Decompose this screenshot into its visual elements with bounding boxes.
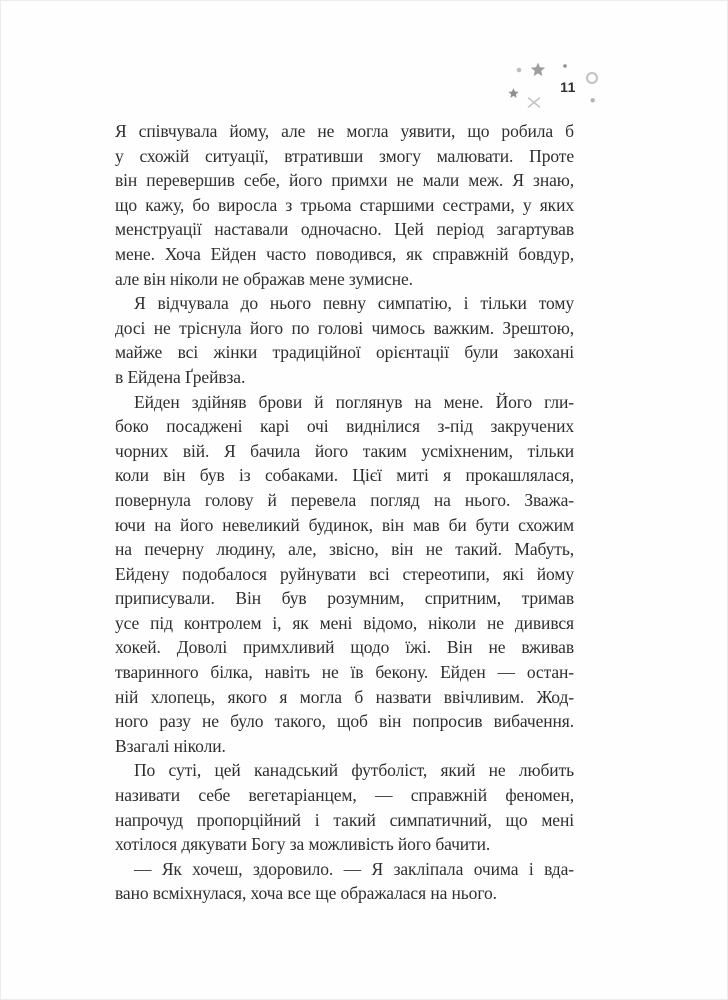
body-text [115,119,574,906]
text-line: Взагалі ніколи. [115,735,226,756]
text-line: в Ейдена Ґрейвза. [115,366,246,387]
paragraph [115,390,574,759]
star-icon [531,63,545,77]
text-line: ючи на його невеликий будинок, він мав би бути схожим [115,514,574,535]
text-line: По суті, цей канадський футболіст, який не любить [134,760,574,781]
text-line: вано всміхнулася, хоча все ще ображалася на нього. [115,883,497,904]
dot-icon [563,64,567,68]
paragraph [115,119,574,291]
text-line: він перевершив себе, його примхи не мали меж. Я знаю, [115,170,574,191]
text-line: називати себе вегетаріанцем, — справжній феномен, [115,785,574,806]
text-line: майже всі жінки традиційної орієнтації були закохані [115,342,574,363]
paragraph [115,291,574,389]
text-line: Я відчувала до нього певну симпатію, і тільки тому [134,293,574,314]
text-line: приписували. Він був розумним, спритним, тримав [115,588,574,609]
text-line: коли він був із собаками. Цієї миті я прокашлялася, [115,465,574,486]
sparkle-icon [529,98,540,107]
text-line: менструації наставали одночасно. Цей період загартував [115,219,574,240]
text-line: Ейдену подобалося руйнувати всі стереотипи, які йому [115,563,574,584]
text-line: тваринного білка, навіть не їв бекону. Ейден — остан- [115,662,574,683]
text-line: ного разу не було такого, щоб він попросив вибачення. [115,711,574,732]
text-line: але він ніколи не ображав мене зумисне. [115,268,413,289]
text-line: мене. Хоча Ейден часто поводився, як справжній бовдур, [115,243,574,264]
text-line: досі не тріснула його по голові чимось важким. Зрештою, [115,317,574,338]
paragraph [115,758,574,856]
text-line: що кажу, бо виросла з трьома старшими сестрами, у яких [115,194,574,215]
dot-icon [591,98,595,102]
text-line: хотілося дякувати Богу за можливість його бачити. [115,834,491,855]
text-line: ній хлопець, якого я могла б назвати ввічливим. Жод- [115,686,574,707]
text-line: Я співчувала йому, але не могла уявити, що робила б [115,121,574,141]
text-line: хокей. Доволі примхливий щодо їжі. Він не вживав [115,637,574,658]
page-number: 11 [560,79,576,95]
text-line: повернула голову й перевела погляд на нього. Зважа- [115,489,574,510]
paragraph [115,857,574,906]
text-line: — Як хочеш, здоровило. — Я закліпала очима і вда- [134,858,574,879]
text-line: на печерну людину, але, звісно, він не такий. Мабуть, [115,539,574,560]
text-line: боко посаджені карі очі виднілися з-під закручених [115,416,574,437]
dot-icon [517,68,522,73]
circle-icon [587,73,597,83]
text-line: усе під контролем і, як мені відомо, ніколи не дивився [115,612,574,633]
text-line: у схожій ситуації, втративши змогу малювати. Проте [115,145,574,166]
text-line: Ейден здійняв брови й поглянув на мене. Його гли- [134,391,574,412]
text-line: напрочуд пропорційний і такий симпатичний, що мені [115,809,574,830]
text-line: чорних вій. Я бачила його таким усміхненим, тільки [115,440,574,461]
star-icon [508,88,518,98]
